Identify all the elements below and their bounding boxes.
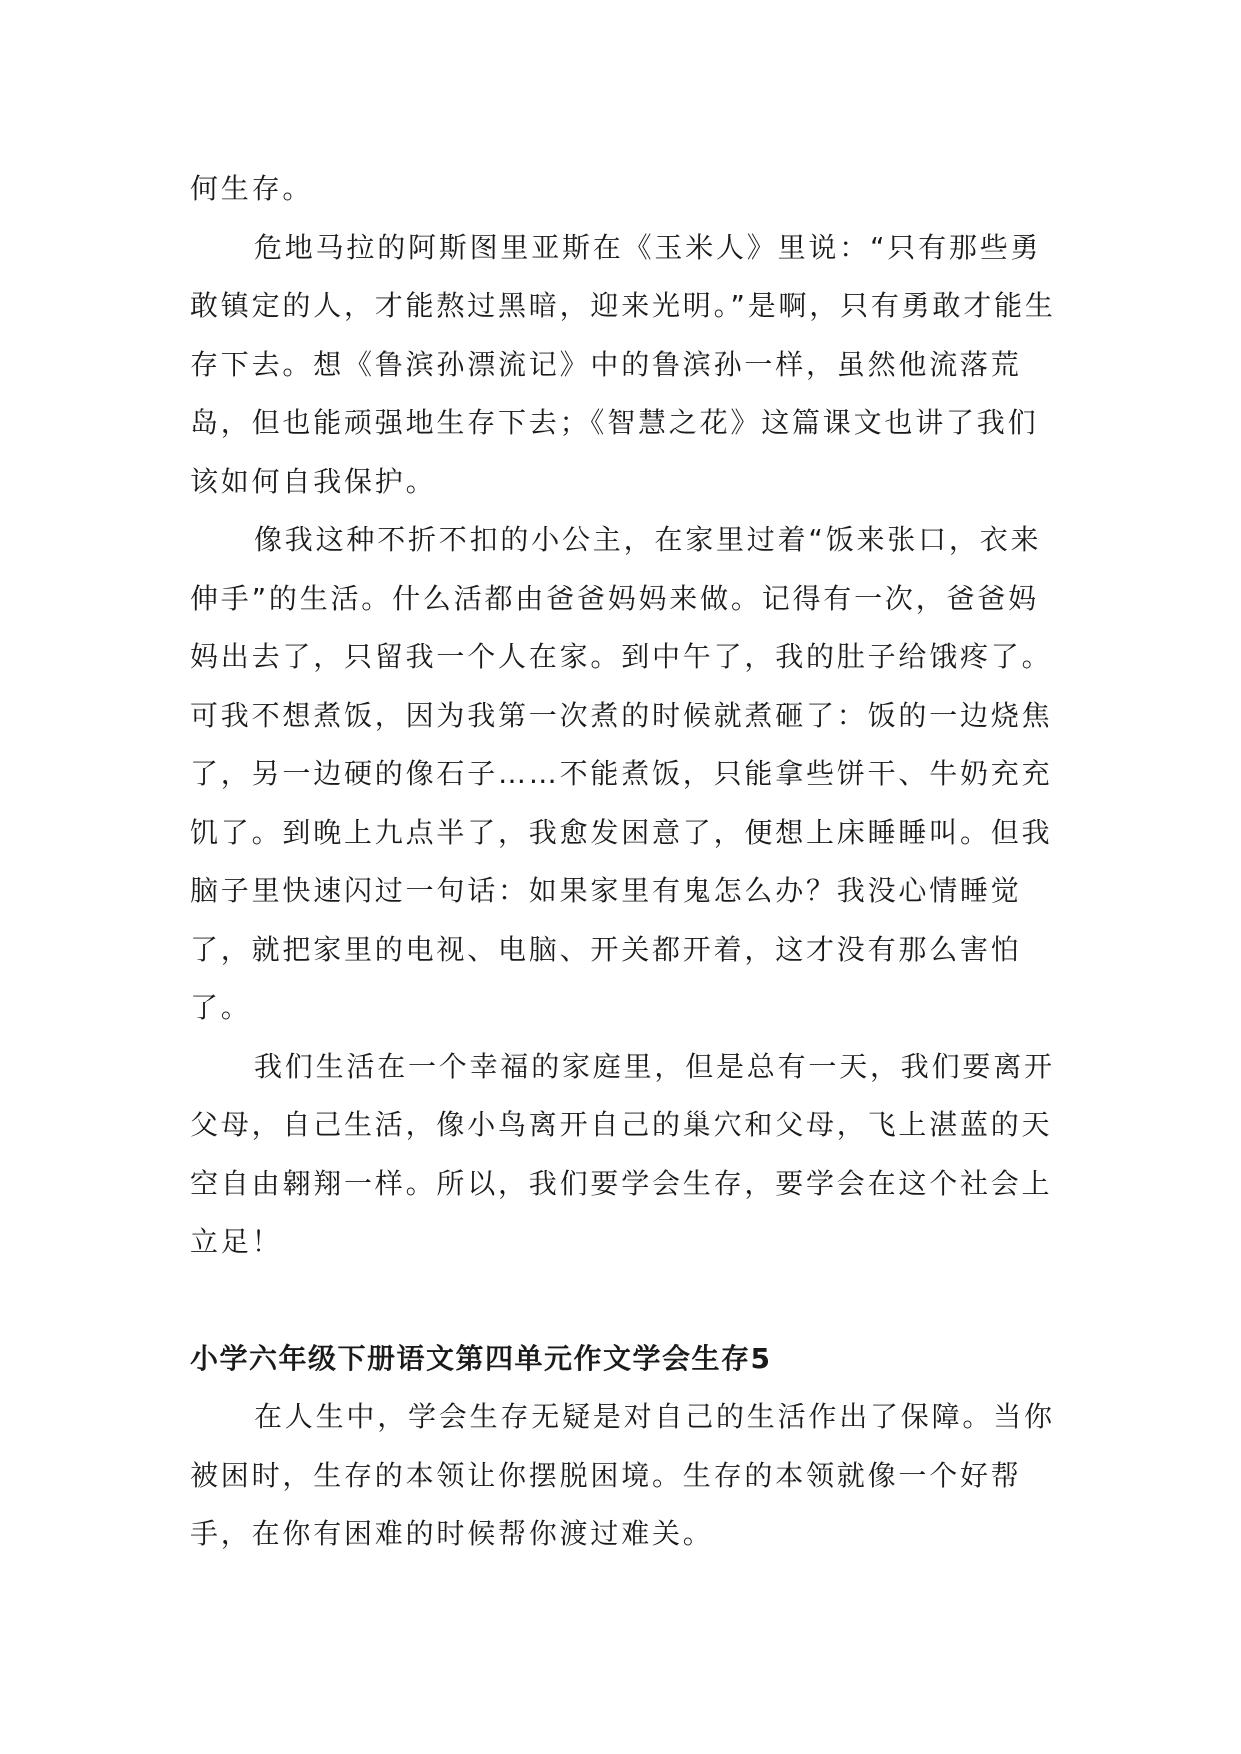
paragraph-3: 像我这种不折不扣的小公主，在家里过着“饭来张口，衣来伸手”的生活。什么活都由爸爸妈妈来做。记得有一次，爸爸妈妈出去了，只留我一个人在家。到中午了，我的肚子给饿疼了。可我不想煮饭，因为我第一次煮的时候就煮砸了：饭的一边烧焦了，另一边硬的像石子……不能煮饭，只能拿些饼干、牛奶充充饥了。到晚上九点半了，我愈发困意了，便想上床睡睡叫。但我脑子里快速闪过一句话：如果家里有鬼怎么办？我没心情睡觉了，就把家里的电视、电脑、开关都开着，这才没有那么害怕了。 <box>190 523 1053 1024</box>
paragraph-4: 我们生活在一个幸福的家庭里，但是总有一天，我们要离开父母，自己生活，像小鸟离开自己的巢穴和父母，飞上湛蓝的天空自由翱翔一样。所以，我们要学会生存，要学会在这个社会上立足！ <box>190 1049 1055 1258</box>
document-body <box>190 160 1060 1564</box>
section-heading: 小学六年级下册语文第四单元作文学会生存5 <box>190 1341 772 1375</box>
paragraph-1: 何生存。 <box>190 172 314 205</box>
paragraph-2: 危地马拉的阿斯图里亚斯在《玉米人》里说：“只有那些勇敢镇定的人，才能熬过黑暗，迎来光明。”是啊，只有勇敢才能生存下去。想《鲁滨孙漂流记》中的鲁滨孙一样，虽然他流落荒岛，但也能顽强地生存下去；《智慧之花》这篇课文也讲了我们该如何自我保护。 <box>190 230 1056 498</box>
paragraph-5: 在人生中，学会生存无疑是对自己的生活作出了保障。当你被困时，生存的本领让你摆脱困境。生存的本领就像一个好帮手，在你有困难的时候帮你渡过难关。 <box>190 1400 1055 1550</box>
